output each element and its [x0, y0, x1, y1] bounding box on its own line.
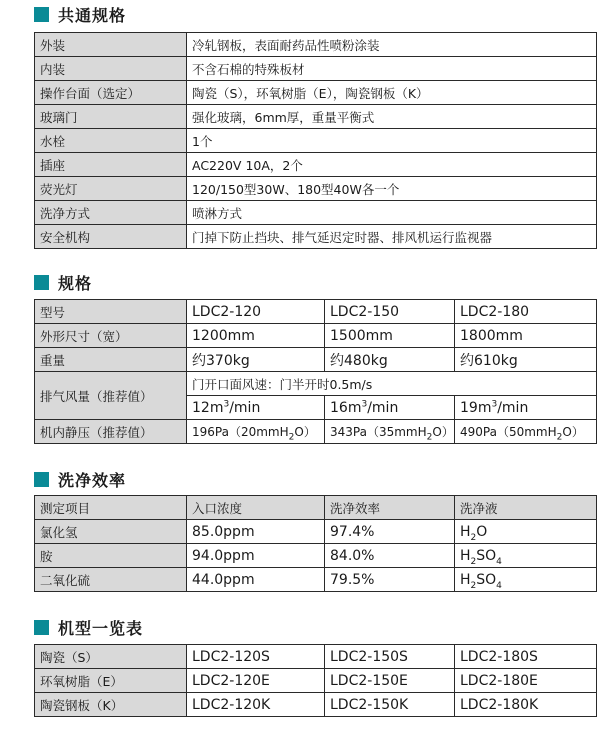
eff-value: 84.0% — [325, 544, 455, 568]
row-label: 排气风量（推荐值） — [35, 372, 187, 420]
size-value: 1200mm — [187, 324, 325, 348]
row-label: 胺 — [35, 544, 187, 568]
column-header: 入口浓度 — [187, 496, 325, 520]
row-label: 水栓 — [35, 129, 187, 153]
row-value: 强化玻璃，6mm厚，重量平衡式 — [187, 105, 597, 129]
conc-value: 85.0ppm — [187, 520, 325, 544]
row-value: AC220V 10A，2个 — [187, 153, 597, 177]
efficiency-title: 洗净效率 — [34, 469, 596, 489]
row-label: 荧光灯 — [35, 177, 187, 201]
row-value: 120/150型30W、180型40W各一个 — [187, 177, 597, 201]
row-label: 陶瓷钢板（K） — [35, 693, 187, 717]
eff-value: 79.5% — [325, 568, 455, 592]
table-row — [35, 420, 597, 444]
liquid-value: $H_2SO_4$ — [455, 568, 597, 592]
row-label: 洗净方式 — [35, 201, 187, 225]
pressure-value: 343Pa（35mmH$_2$O） — [325, 420, 455, 444]
common-spec-section — [34, 4, 596, 249]
efficiency-section — [34, 469, 596, 592]
row-value: 不含石棉的特殊板材 — [187, 57, 597, 81]
model-code: LDC2-120E — [187, 669, 325, 693]
spec-table — [34, 299, 597, 444]
row-label: 安全机构 — [35, 225, 187, 249]
column-header: 洗净液 — [455, 496, 597, 520]
table-row — [35, 544, 597, 568]
weight-value: 约610kg — [455, 348, 597, 372]
row-label: 机内静压（推荐值） — [35, 420, 187, 444]
spec-section — [34, 272, 596, 444]
row-label: 二氧化硫 — [35, 568, 187, 592]
table-row — [35, 81, 597, 105]
model-code: LDC2-180E — [455, 669, 597, 693]
conc-value: 44.0ppm — [187, 568, 325, 592]
row-label: 陶瓷（S） — [35, 645, 187, 669]
model-header-label: 型号 — [35, 300, 187, 324]
column-header: 测定项目 — [35, 496, 187, 520]
row-value: 1个 — [187, 129, 597, 153]
row-label: 内装 — [35, 57, 187, 81]
table-row — [35, 153, 597, 177]
liquid-value: $H_2SO_4$ — [455, 544, 597, 568]
common-spec-title: 共通规格 — [34, 4, 596, 24]
model-name: LDC2-120 — [187, 300, 325, 324]
model-code: LDC2-150E — [325, 669, 455, 693]
row-label: 重量 — [35, 348, 187, 372]
size-value: 1500mm — [325, 324, 455, 348]
table-row — [35, 33, 597, 57]
row-label: 插座 — [35, 153, 187, 177]
column-header: 洗净效率 — [325, 496, 455, 520]
size-value: 1800mm — [455, 324, 597, 348]
model-name: LDC2-150 — [325, 300, 455, 324]
exhaust-value: $12m^3/\min$ — [187, 396, 325, 420]
weight-value: 约480kg — [325, 348, 455, 372]
exhaust-value: $16m^3/\min$ — [325, 396, 455, 420]
weight-value: 约370kg — [187, 348, 325, 372]
section-marker-icon — [34, 620, 49, 635]
table-row — [35, 129, 597, 153]
models-section — [34, 617, 596, 717]
model-code: LDC2-150K — [325, 693, 455, 717]
liquid-value: $H_2O$ — [455, 520, 597, 544]
table-row — [35, 300, 597, 324]
row-label: 氯化氢 — [35, 520, 187, 544]
models-table — [34, 644, 597, 717]
spec-title: 规格 — [34, 272, 596, 292]
row-label: 外形尺寸（宽） — [35, 324, 187, 348]
row-value: 陶瓷（S），环氧树脂（E），陶瓷钢板（K） — [187, 81, 597, 105]
efficiency-table — [34, 495, 597, 592]
section-marker-icon — [34, 7, 49, 22]
conc-value: 94.0ppm — [187, 544, 325, 568]
table-row — [35, 201, 597, 225]
row-label: 玻璃门 — [35, 105, 187, 129]
table-row — [35, 520, 597, 544]
table-row — [35, 669, 597, 693]
section-marker-icon — [34, 472, 49, 487]
table-row — [35, 57, 597, 81]
table-row — [35, 348, 597, 372]
table-row — [35, 693, 597, 717]
row-label: 操作台面（选定） — [35, 81, 187, 105]
table-row — [35, 645, 597, 669]
table-row — [35, 372, 597, 396]
table-row — [35, 324, 597, 348]
row-label: 外装 — [35, 33, 187, 57]
model-code: LDC2-180S — [455, 645, 597, 669]
model-name: LDC2-180 — [455, 300, 597, 324]
eff-value: 97.4% — [325, 520, 455, 544]
model-code: LDC2-120K — [187, 693, 325, 717]
common-spec-table — [34, 32, 597, 249]
model-code: LDC2-180K — [455, 693, 597, 717]
exhaust-note: 门开口面风速：门半开时0.5m/s — [187, 372, 597, 396]
exhaust-value: $19m^3/\min$ — [455, 396, 597, 420]
table-row — [35, 177, 597, 201]
pressure-value: 196Pa（20mmH$_2$O） — [187, 420, 325, 444]
models-title: 机型一览表 — [34, 617, 596, 637]
model-code: LDC2-120S — [187, 645, 325, 669]
row-value: 喷淋方式 — [187, 201, 597, 225]
table-row — [35, 105, 597, 129]
pressure-value: 490Pa（50mmH$_2$O） — [455, 420, 597, 444]
table-row — [35, 225, 597, 249]
section-marker-icon — [34, 275, 49, 290]
model-code: LDC2-150S — [325, 645, 455, 669]
row-value: 门掉下防止挡块、排气延迟定时器、排风机运行监视器 — [187, 225, 597, 249]
table-row — [35, 496, 597, 520]
table-row — [35, 568, 597, 592]
row-label: 环氧树脂（E） — [35, 669, 187, 693]
row-value: 冷轧钢板，表面耐药品性喷粉涂装 — [187, 33, 597, 57]
